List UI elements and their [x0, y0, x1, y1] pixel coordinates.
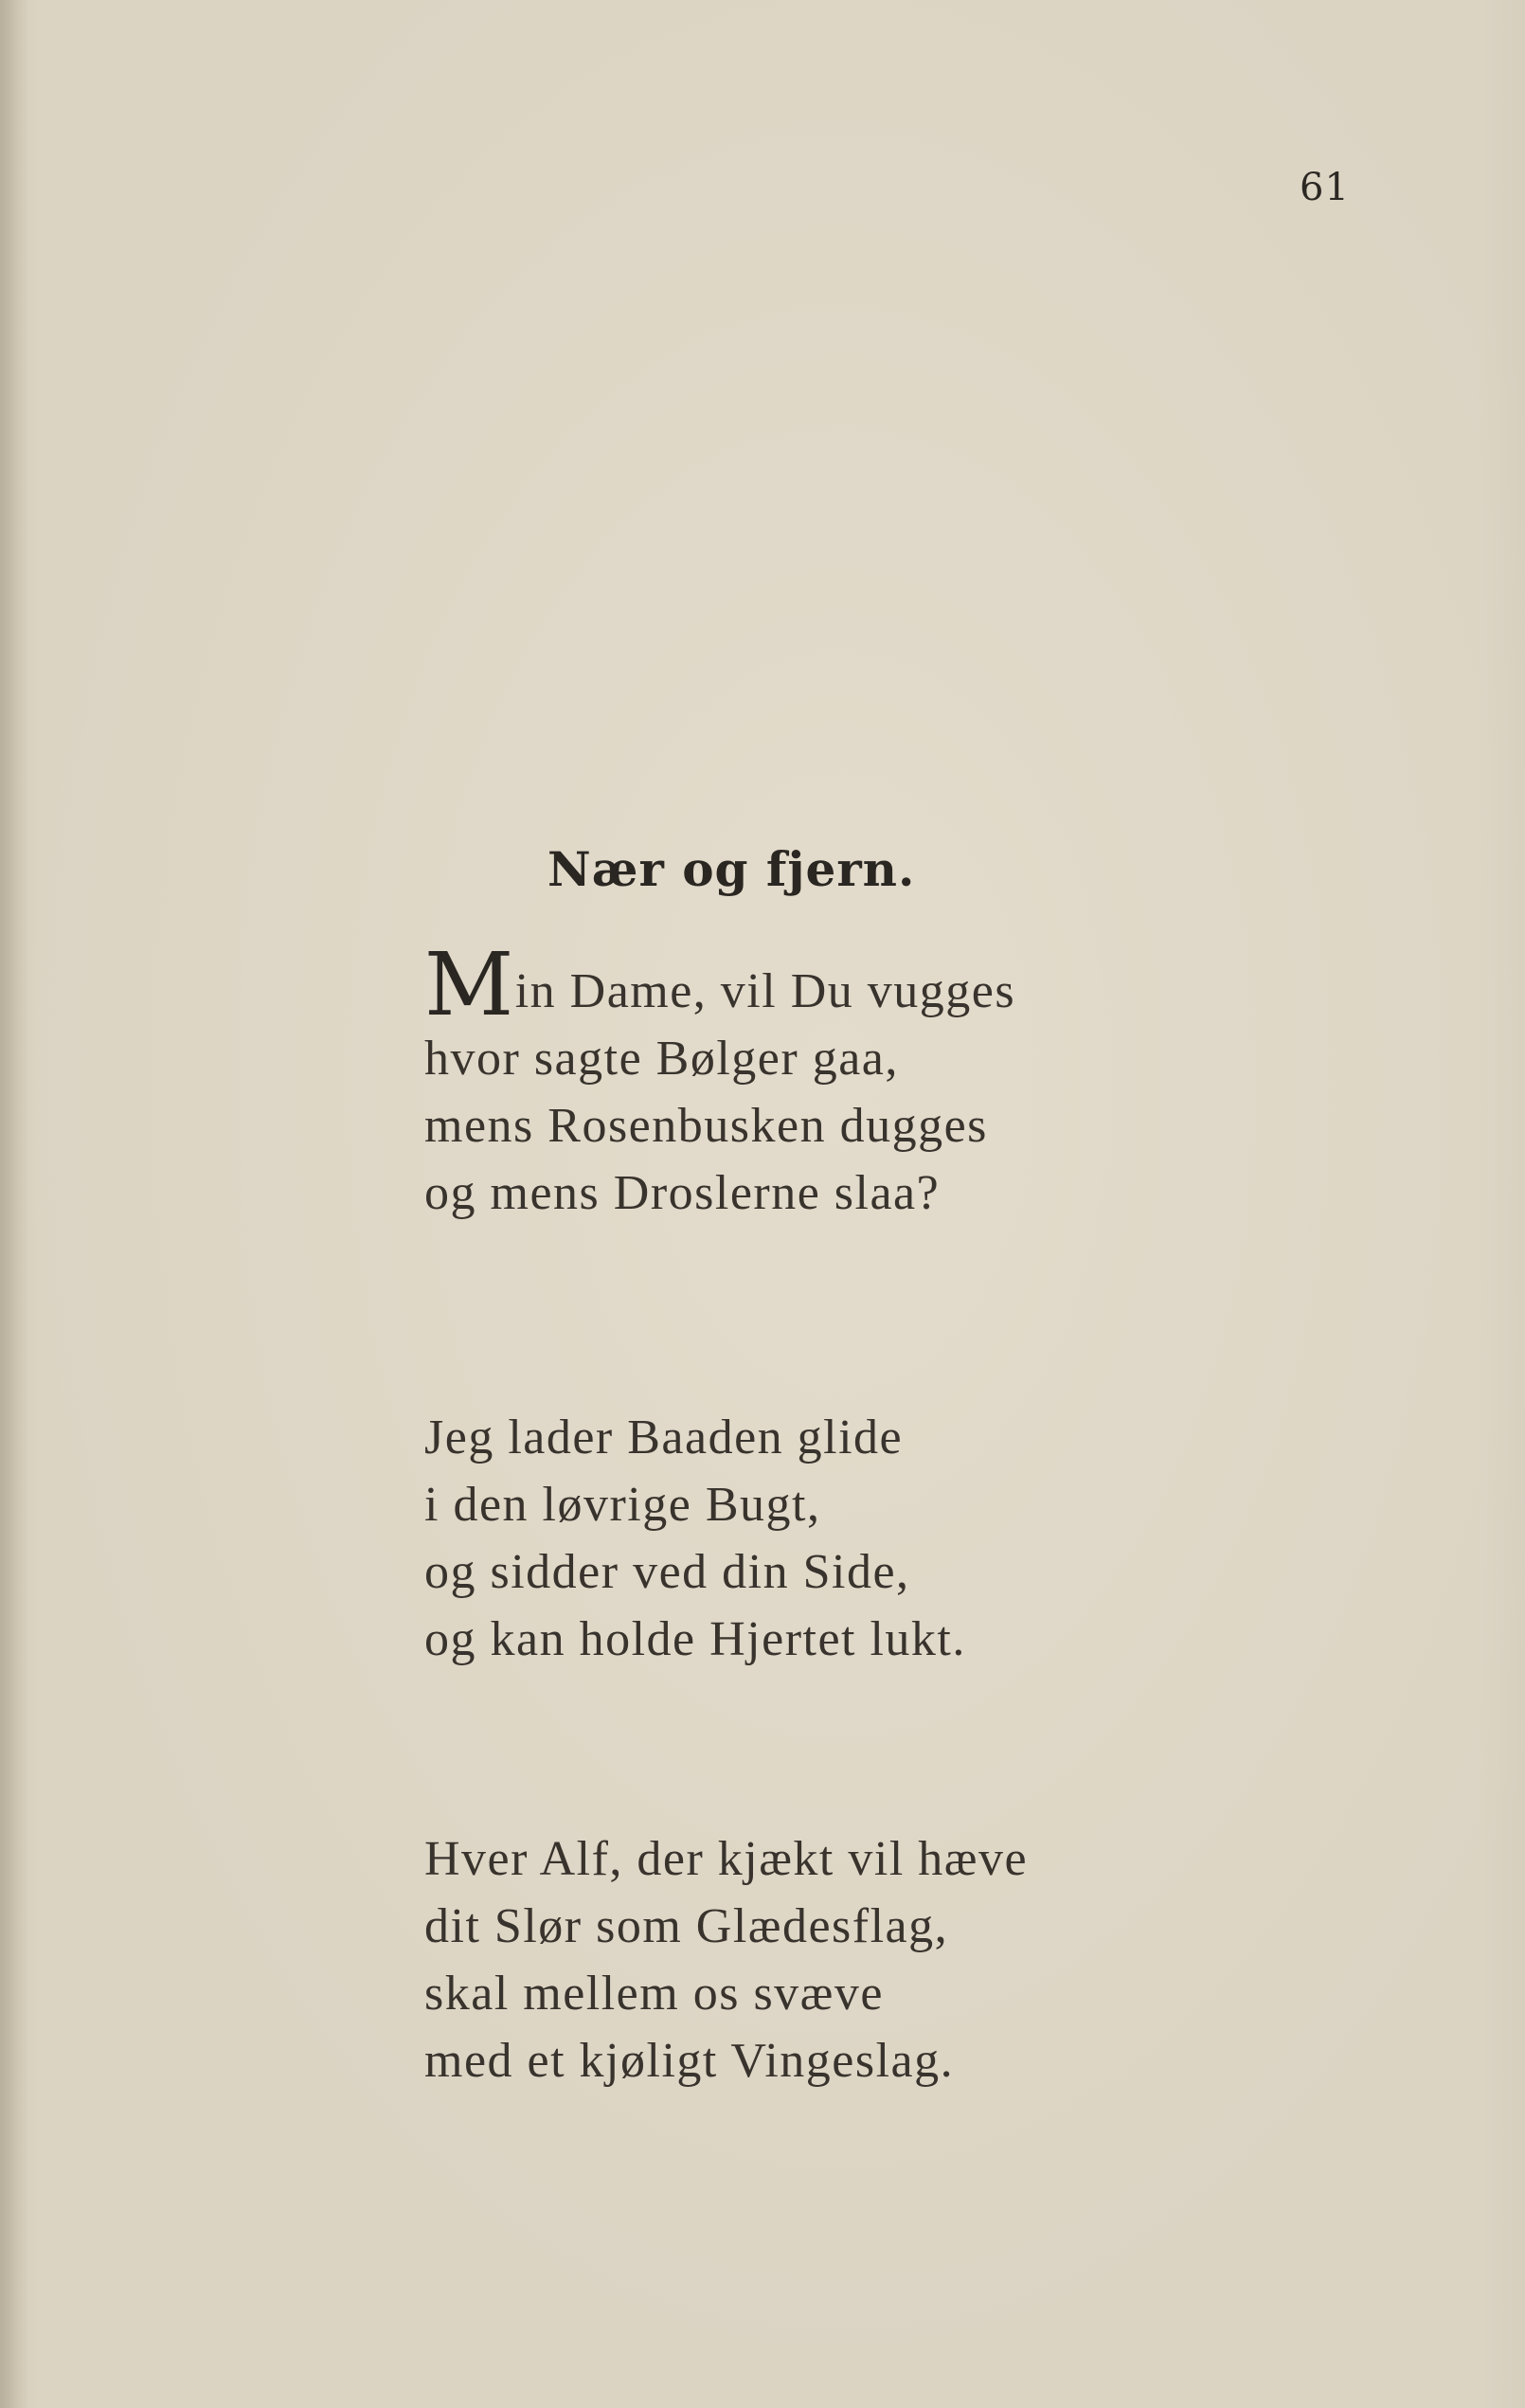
- drop-cap: M: [424, 934, 515, 1035]
- stanza-1: [424, 934, 1016, 1227]
- poem-line: med et kjøligt Vingeslag.: [424, 2034, 955, 2088]
- poem-line: [424, 934, 1016, 1035]
- page-number: 61: [1300, 166, 1350, 209]
- poem-line: skal mellem os svæve: [424, 1967, 884, 2021]
- poem-line: Jeg lader Baaden glide: [424, 1411, 904, 1465]
- poem-line: og sidder ved din Side,: [424, 1545, 910, 1599]
- poem-line: Hver Alf, der kjækt vil hæve: [424, 1832, 1029, 1886]
- poem-line: i den løvrige Bugt,: [424, 1478, 821, 1532]
- poem-line: og mens Droslerne slaa?: [424, 1166, 941, 1220]
- poem-line: og kan holde Hjertet lukt.: [424, 1612, 966, 1666]
- poem-title: Nær og fjern.: [547, 841, 916, 897]
- poem-line: mens Rosenbusken dugges: [424, 1099, 988, 1153]
- poem-line: hvor sagte Bølger gaa,: [424, 1032, 899, 1086]
- page-spine-shadow: [0, 0, 28, 2408]
- first-line-text: in Dame, vil Du vugges: [514, 964, 1016, 1018]
- stanza-2: [424, 1404, 966, 1673]
- poem-line: dit Slør som Glædesflag,: [424, 1899, 949, 1953]
- stanza-3: [424, 1825, 1028, 2094]
